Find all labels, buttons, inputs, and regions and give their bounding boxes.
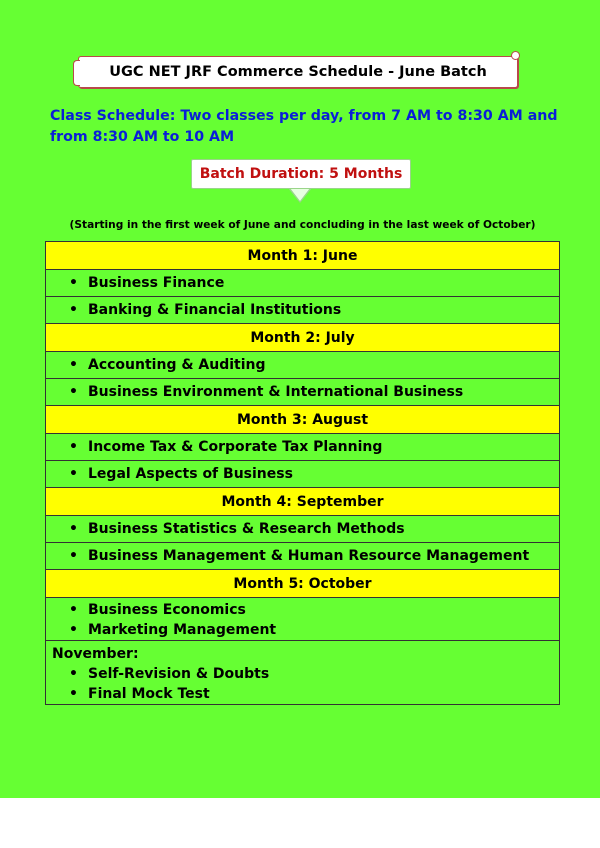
subject-row [46, 297, 560, 324]
subject-name: Business Statistics & Research Methods [88, 521, 405, 537]
november-row [46, 641, 560, 705]
month-header-row [46, 570, 560, 598]
schedule-table [45, 241, 560, 705]
month-title: Month 5: October [46, 570, 560, 598]
subject-name: Marketing Management [88, 622, 277, 638]
bullet-icon: • [69, 439, 78, 455]
subject-name: Business Finance [88, 275, 225, 291]
november-item: Self-Revision & Doubts [88, 666, 270, 682]
subject-name: Business Management & Human Resource Management [88, 548, 530, 564]
bullet-icon: • [69, 275, 78, 291]
subject-name: Income Tax & Corporate Tax Planning [88, 439, 383, 455]
month-header-row [46, 488, 560, 516]
month-header-row [46, 324, 560, 352]
scroll-curl-left [73, 60, 80, 86]
bullet-icon: • [69, 686, 78, 702]
bullet-icon: • [69, 602, 78, 618]
bullet-icon: • [69, 384, 78, 400]
subject-name: Business Environment & International Business [88, 384, 464, 400]
month-title: Month 3: August [46, 406, 560, 434]
subject-row [46, 598, 560, 641]
subject-name: Banking & Financial Institutions [88, 302, 342, 318]
page-title: UGC NET JRF Commerce Schedule - June Batch [109, 64, 487, 80]
bullet-icon: • [69, 302, 78, 318]
bullet-icon: • [69, 466, 78, 482]
bullet-icon: • [69, 622, 78, 638]
november-title: November: [52, 646, 139, 662]
subject-row [46, 379, 560, 406]
scroll-curl-right [511, 51, 520, 60]
subject-name: Business Economics [88, 602, 246, 618]
month-title: Month 4: September [46, 488, 560, 516]
batch-duration-callout [191, 159, 411, 189]
subject-row [46, 543, 560, 570]
month-title: Month 2: July [46, 324, 560, 352]
subject-row [46, 516, 560, 543]
month-header-row [46, 406, 560, 434]
november-item: Final Mock Test [88, 686, 210, 702]
bullet-icon: • [69, 548, 78, 564]
title-banner [78, 56, 518, 88]
subject-name: Legal Aspects of Business [88, 466, 293, 482]
month-header-row [46, 242, 560, 270]
batch-duration-text: Batch Duration: 5 Months [199, 166, 403, 182]
bullet-icon: • [69, 666, 78, 682]
subject-row [46, 434, 560, 461]
subject-row [46, 270, 560, 297]
subject-row [46, 352, 560, 379]
schedule-note: (Starting in the first week of June and concluding in the last week of October) [69, 219, 536, 231]
month-title: Month 1: June [46, 242, 560, 270]
bullet-icon: • [69, 357, 78, 373]
subject-name: Accounting & Auditing [88, 357, 266, 373]
callout-arrow [290, 188, 310, 201]
bullet-icon: • [69, 521, 78, 537]
subject-row [46, 461, 560, 488]
class-schedule-text: Class Schedule: Two classes per day, from 7 AM to 8:30 AM and from 8:30 AM to 10 AM [50, 108, 558, 145]
